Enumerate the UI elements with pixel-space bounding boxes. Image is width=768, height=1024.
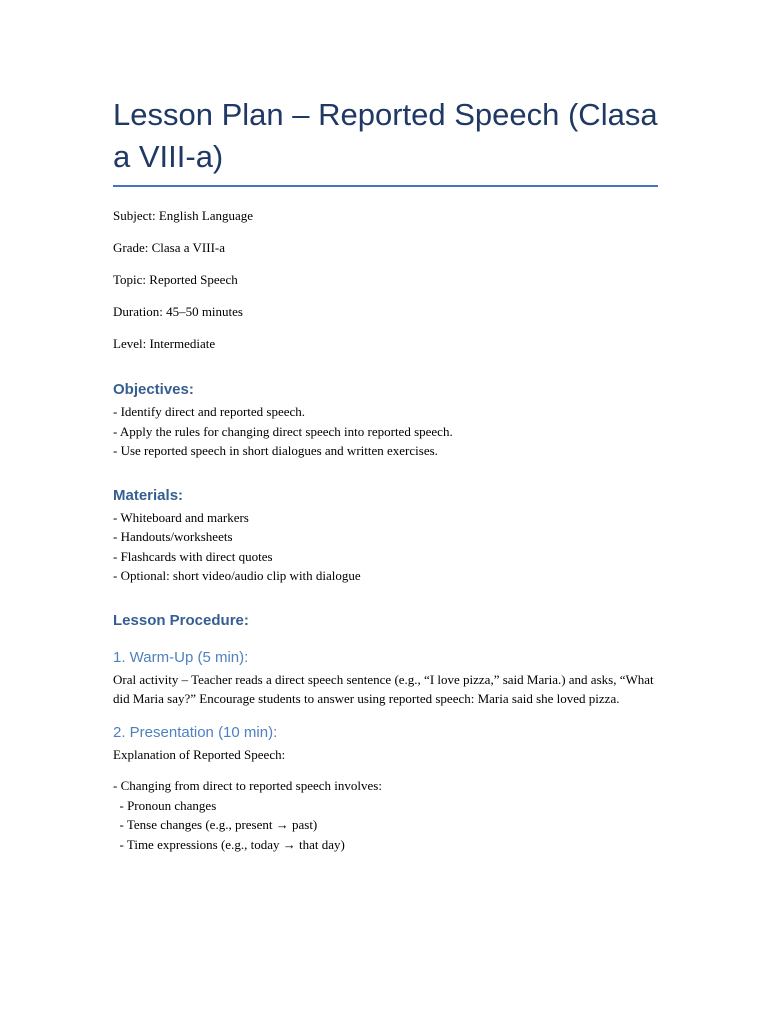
list-item: - Optional: short video/audio clip with dialogue: [113, 568, 361, 583]
procedure-heading: Lesson Procedure:: [113, 611, 249, 629]
objectives-list: [113, 402, 658, 461]
document-page: [113, 94, 658, 854]
materials-heading: Materials:: [113, 486, 184, 504]
list-item: - Use reported speech in short dialogues and written exercises.: [113, 443, 438, 458]
objectives-heading: Objectives:: [113, 381, 194, 398]
list-item: - Whiteboard and markers: [113, 509, 249, 525]
meta-subject: Subject: English Language: [113, 208, 254, 223]
list-item: - Identify direct and reported speech.: [113, 404, 306, 419]
list-item: - Pronoun changes: [113, 797, 217, 813]
list-item: - Time expressions (e.g., today → that day): [113, 836, 345, 852]
list-item: - Flashcards with direct quotes: [113, 548, 273, 564]
list-item: - Tense changes (e.g., present → past): [113, 817, 318, 832]
meta-duration: Duration: 45–50 minutes: [113, 304, 243, 319]
warmup-heading: 1. Warm-Up (5 min):: [113, 648, 249, 666]
list-item: - Handouts/worksheets: [113, 529, 233, 544]
list-item: - Changing from direct to reported speech involves:: [113, 778, 382, 793]
warmup-text: Oral activity – Teacher reads a direct speech sentence (e.g., “I love pizza,” said Maria.) and asks, “What did Maria say?” Encourage students to answer using reported speech: Maria said she loved pizza.: [113, 671, 654, 706]
meta-level: Level: Intermediate: [113, 336, 216, 351]
presentation-list: [113, 776, 658, 854]
presentation-intro: Explanation of Reported Speech:: [113, 746, 286, 762]
presentation-heading: 2. Presentation (10 min):: [113, 723, 278, 741]
lesson-meta: [113, 208, 658, 352]
document-title: Lesson Plan – Reported Speech (Clasa a VIII-a): [113, 94, 658, 187]
list-item: - Apply the rules for changing direct speech into reported speech.: [113, 423, 453, 439]
meta-topic: Topic: Reported Speech: [113, 272, 238, 287]
meta-grade: Grade: Clasa a VIII-a: [113, 240, 226, 255]
materials-list: [113, 508, 658, 586]
